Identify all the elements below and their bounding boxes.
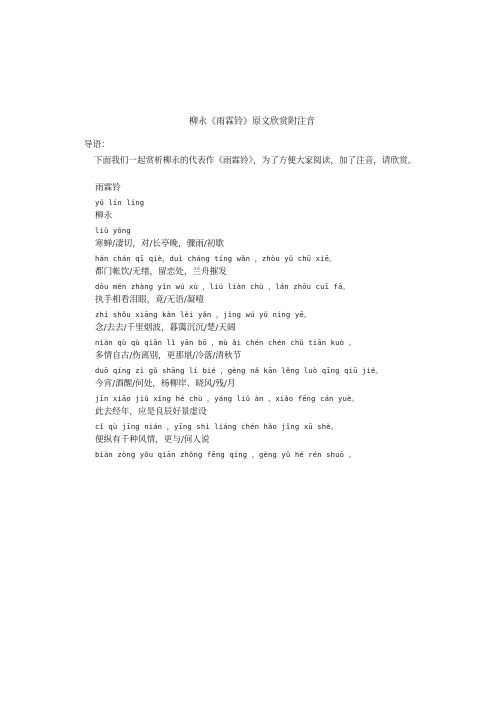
intro-paragraph — [73, 154, 425, 168]
poem-line-6: 今宵/酒醒/何处，杨柳岸、晓风/残/月 — [95, 379, 236, 389]
poem-line-8-pinyin: biàn zòng yǒu qiān zhǒng fēng qíng ，gèng yǔ hé rén shuō 。 — [95, 450, 356, 459]
intro-text: 下面我们一起赏析柳永的代表作《雨霖铃》，为了方便大家阅读，加了注音，请欣赏。 — [94, 156, 417, 166]
poem-line-1: 寒蝉/凄切，对/长亭晚，骤雨/初歇 — [95, 239, 224, 249]
poem-line-4-pinyin: niàn qù qù qiān lǐ yān bō ，mù ǎi chén chén chǔ tiān kuò 。 — [95, 338, 356, 347]
poem-line-1-pinyin: hán chán qī qiè，duì cháng tíng wǎn ，zhòu yǔ chū xiē。 — [95, 254, 337, 263]
poem-line-8: 便纵有千种风情，更与/何人说 — [95, 435, 210, 445]
poem-author-pinyin: liǔ yǒng — [95, 226, 131, 235]
poem-author: 柳永 — [95, 211, 113, 221]
poem-line-7: 此去经年，应是良辰好景虚设 — [95, 407, 207, 417]
poem-title: 雨霖铃 — [95, 183, 121, 193]
document-title: 柳永《雨霖铃》原文欣赏附注音 — [188, 117, 315, 127]
poem-line-5-pinyin: duō qíng zì gǔ shāng lí bié ，gèng nǎ kān lěng luò qīng qiū jié。 — [95, 366, 383, 375]
poem-title-pinyin: yǔ lín líng — [95, 198, 145, 207]
poem-line-6-pinyin: jīn xiāo jiǔ xǐng hé chù ，yáng liǔ àn 、xiǎo fēng cán yuè。 — [95, 394, 359, 403]
poem-line-3: 执手相看泪眼，竟/无语/凝噎 — [95, 295, 204, 305]
poem-line-2-pinyin: dōu mén zhàng yǐn wú xù ，liú liàn chù ，lán zhōu cuī fā。 — [95, 282, 350, 291]
poem-line-4: 念/去去/千里烟波，暮霭沉沉/楚/天阔 — [95, 323, 236, 333]
poem-line-7-pinyin: cǐ qù jīng nián ，yīng shì liáng chén hǎo jǐng xū shè。 — [95, 422, 339, 431]
poem-line-5: 多情自古/伤离别，更那堪/冷落/清秋节 — [95, 351, 242, 361]
poem-line-3-pinyin: zhí shǒu xiāng kàn lèi yǎn ，jìng wú yǔ níng yē。 — [95, 310, 312, 319]
poem-line-2: 都门帐饮/无绪，留恋处，兰舟摧发 — [95, 267, 227, 277]
intro-label: 导语： — [84, 140, 110, 150]
